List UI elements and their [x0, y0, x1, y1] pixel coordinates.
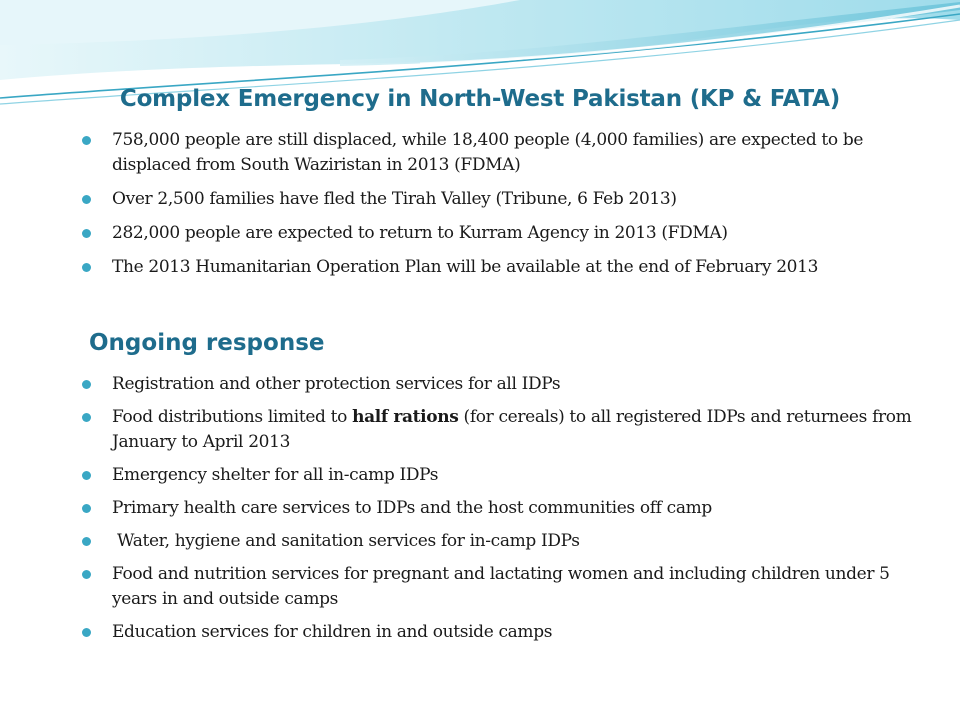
bullet-item: The 2013 Humanitarian Operation Plan will be available at the end of February 2013	[0, 255, 960, 280]
section-subtitle: Ongoing response	[89, 330, 325, 356]
situation-bullet-list	[0, 128, 960, 280]
response-bullet-list	[0, 372, 960, 653]
emphasis-text: half rations	[352, 407, 459, 427]
bullet-dot-icon	[82, 229, 91, 238]
bullet-dot-icon	[82, 413, 91, 422]
bullet-dot-icon	[82, 504, 91, 513]
bullet-dot-icon	[82, 537, 91, 546]
bullet-item: Water, hygiene and sanitation services for in-camp IDPs	[0, 529, 960, 554]
bullet-dot-icon	[82, 628, 91, 637]
bullet-dot-icon	[82, 263, 91, 272]
bullet-item: Education services for children in and outside camps	[0, 620, 960, 645]
bullet-item: Emergency shelter for all in-camp IDPs	[0, 463, 960, 488]
bullet-item: Food distributions limited to half rations (for cereals) to all registered IDPs and returnees from January to April 2013	[0, 405, 960, 455]
bullet-dot-icon	[82, 380, 91, 389]
bullet-dot-icon	[82, 471, 91, 480]
slide-title: Complex Emergency in North-West Pakistan (KP & FATA)	[119, 86, 841, 112]
bullet-item: Primary health care services to IDPs and the host communities off camp	[0, 496, 960, 521]
bullet-item: 282,000 people are expected to return to Kurram Agency in 2013 (FDMA)	[0, 221, 960, 246]
bullet-item: 758,000 people are still displaced, while 18,400 people (4,000 families) are expected to be displaced from South Waziristan in 2013 (FDMA)	[0, 128, 960, 178]
bullet-dot-icon	[82, 570, 91, 579]
bullet-item: Registration and other protection services for all IDPs	[0, 372, 960, 397]
bullet-item: Food and nutrition services for pregnant and lactating women and including children under 5 years in and outside camps	[0, 562, 960, 612]
bullet-item: Over 2,500 families have fled the Tirah Valley (Tribune, 6 Feb 2013)	[0, 187, 960, 212]
bullet-dot-icon	[82, 136, 91, 145]
bullet-dot-icon	[82, 195, 91, 204]
